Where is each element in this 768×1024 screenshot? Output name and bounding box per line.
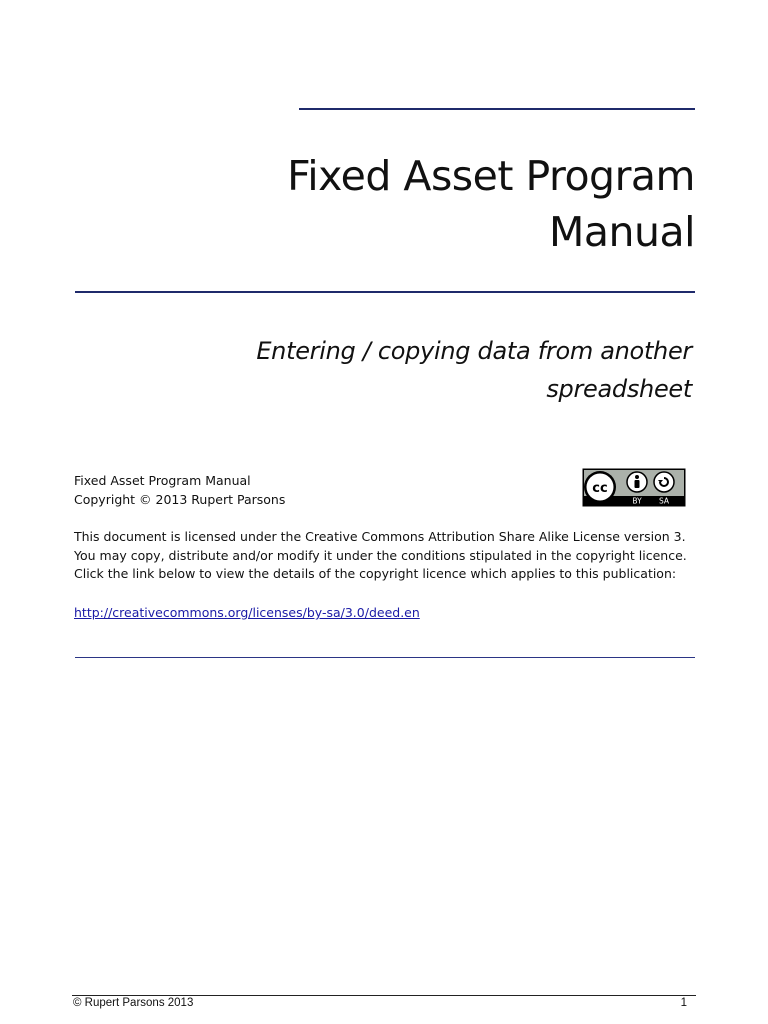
copyright-line: Copyright © 2013 Rupert Parsons	[74, 491, 286, 507]
footer-copyright: © Rupert Parsons 2013	[73, 997, 194, 1009]
top-rule	[299, 108, 695, 110]
page-title	[95, 148, 695, 260]
page-number: 1	[680, 997, 687, 1009]
license-line-2: You may copy, distribute and/or modify it under the conditions stipulated in the copyright licence.	[74, 547, 687, 563]
cc-icon	[584, 471, 616, 503]
title-line-2: Manual	[549, 208, 695, 256]
sa-label: SA	[658, 496, 670, 506]
cc-by-sa-badge-icon	[582, 468, 686, 507]
license-line-1: This document is licensed under the Creative Commons Attribution Share Alike License version 3.	[74, 529, 686, 544]
subtitle-line-1: Entering / copying data from another	[256, 337, 692, 365]
cc-text: cc	[592, 481, 608, 496]
middle-rule	[75, 291, 695, 293]
license-link[interactable]: http://creativecommons.org/licenses/by-sa/3.0/deed.en	[74, 605, 420, 620]
share-alike-icon	[654, 472, 674, 492]
document-name: Fixed Asset Program Manual	[74, 473, 251, 488]
document-meta	[74, 472, 285, 509]
attribution-icon	[627, 472, 647, 492]
subtitle	[92, 332, 692, 408]
lower-rule	[75, 657, 695, 658]
title-line-1: Fixed Asset Program	[287, 152, 695, 200]
license-line-3: Click the link below to view the details of the copyright licence which applies to this publication:	[74, 566, 677, 581]
by-label: BY	[632, 496, 642, 506]
subtitle-line-2: spreadsheet	[546, 375, 692, 403]
license-paragraph	[74, 528, 714, 584]
